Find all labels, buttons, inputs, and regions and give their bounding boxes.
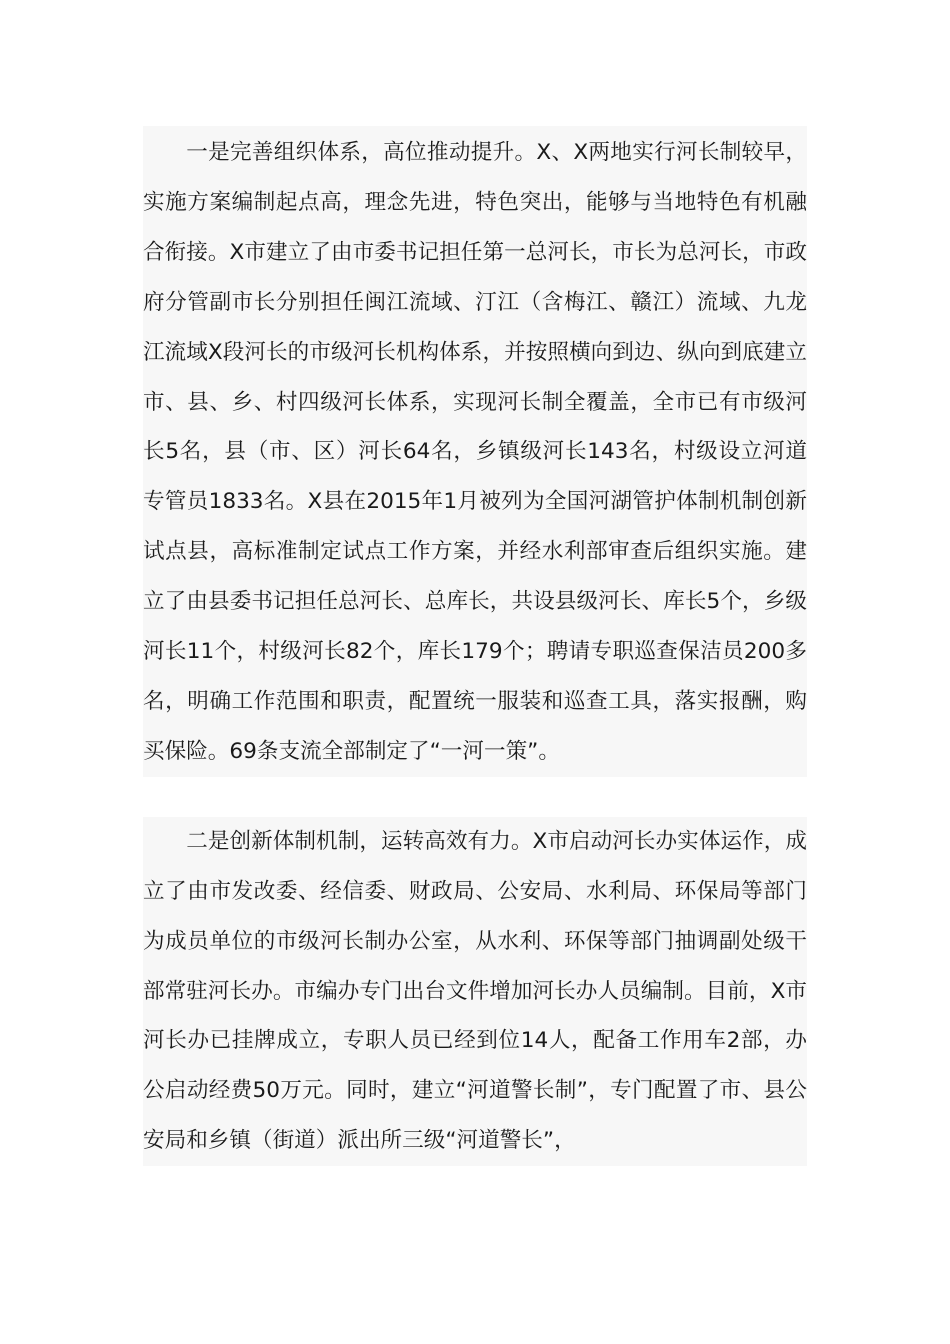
paragraph-gap: [0, 777, 950, 817]
document-body: [143, 126, 807, 1166]
paragraph-institutional-mechanism: 二是创新体制机制，运转高效有力。X市启动河长办实体运作，成立了由市发改委、经信委、财政局、公安局、水利局、环保局等部门为成员单位的市级河长制办公室，从水利、环保等部门抽调副处级干部常驻河长办。市编办专门出台文件增加河长办人员编制。目前，X市河长办已挂牌成立，专职人员已经到位14人，配备工作用车2部，办公启动经费50万元。同时，建立“河道警长制”，专门配置了市、县公安局和乡镇（街道）派出所三级“河道警长”，: [143, 828, 807, 1154]
paragraph-organization-system: 一是完善组织体系，高位推动提升。X、X两地实行河长制较早，实施方案编制起点高，理念先进，特色突出，能够与当地特色有机融合衔接。X市建立了由市委书记担任第一总河长，市长为总河长，市政府分管副市长分别担任闽江流域、汀江（含梅江、赣江）流域、九龙江流域X段河长的市级河长机构体系，并按照横向到边、纵向到底建立市、县、乡、村四级河长体系，实现河长制全覆盖，全市已有市级河长5名，县（市、区）河长64名，乡镇级河长143名，村级设立河道专管员1833名。X县在2015年1月被列为全国河湖管护体制机制创新试点县，高标准制定试点工作方案，并经水利部审查后组织实施。建立了由县委书记担任总河长、总库长，共设县级河长、库长5个，乡级河长11个，村级河长82个，库长179个；聘请专职巡查保洁员200多名，明确工作范围和职责，配置统一服装和巡查工具，落实报酬，购买保险。69条支流全部制定了“一河一策”。: [143, 140, 807, 764]
